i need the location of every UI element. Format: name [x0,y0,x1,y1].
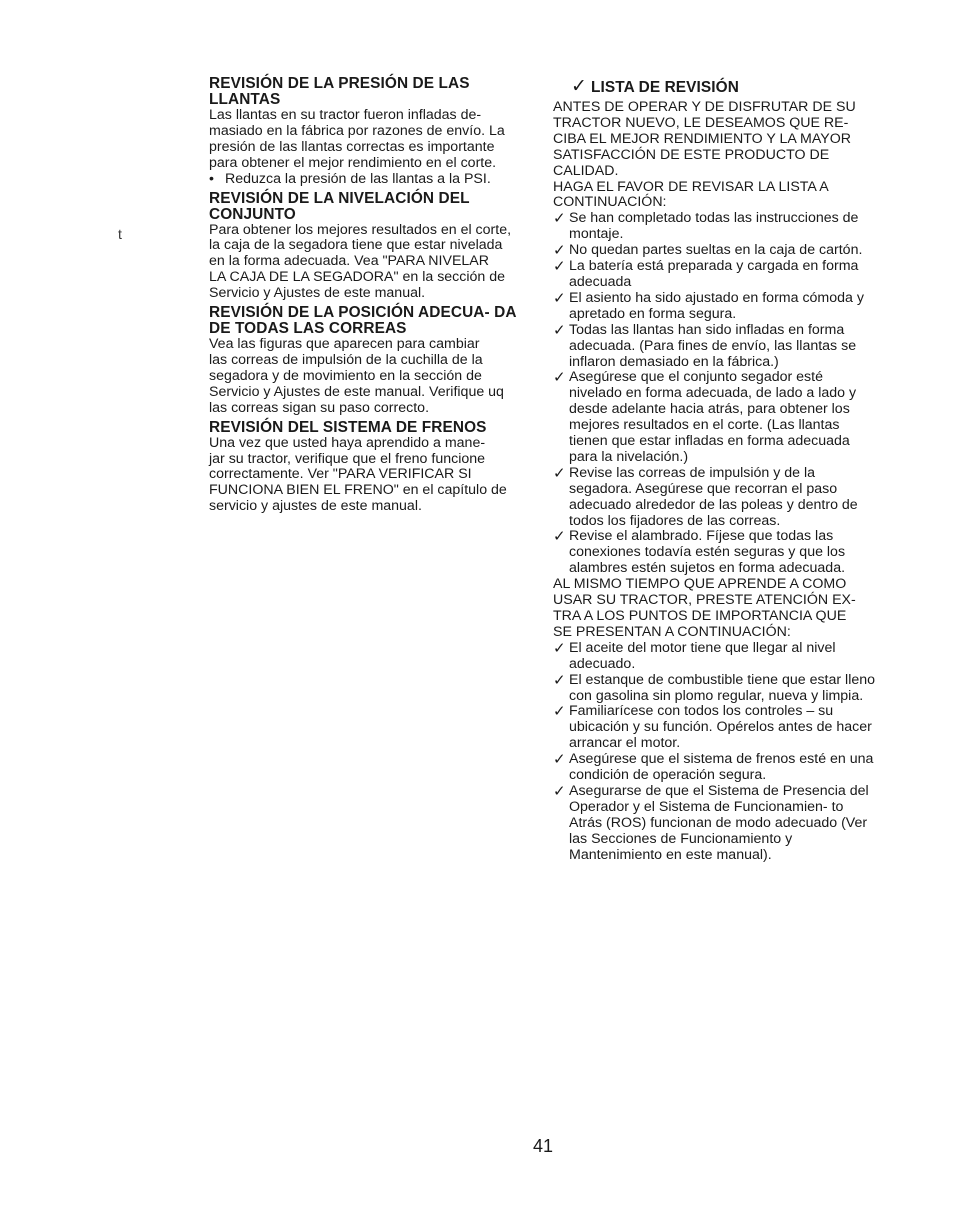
checklist-before-operating [553,211,877,577]
checklist-item-text: No quedan partes sueltas en la caja de cartón. [569,242,863,259]
checklist-item [553,641,877,673]
checklist-while-learning [553,641,877,864]
checkmark-icon: ✓ [571,76,587,97]
checklist-item-text: Todas las llantas han sido infladas en forma adecuada. (Para fines de envío, las llantas se inflaron demasiado en la fábrica.) [569,321,857,370]
intro-line: CALIDAD. [553,162,619,179]
checkmark-icon: ✓ [553,639,566,657]
body-line: Servicio y Ajustes de este manual. [209,285,426,302]
checkmark-icon: ✓ [553,210,566,228]
checklist-midtext [553,577,877,641]
checklist-item [553,784,877,864]
body-line: segadora y de movimiento en la sección de [209,367,482,384]
checkmark-icon: ✓ [553,321,566,339]
checkmark-icon: ✓ [553,528,566,546]
checklist-item-text: Asegurarse de que el Sistema de Presencia del Operador y el Sistema de Funcionamien- to Atrás (ROS) funcionan de modo adecuado (Ver las Secciones de Funcionamiento y Mantenimiento en este manual). [569,782,869,863]
checklist-intro [553,100,877,211]
section-heading: REVISIÓN DE LA PRESIÓN DE LAS LLANTAS [209,75,470,108]
checkmark-icon: ✓ [553,242,566,260]
checkmark-icon: ✓ [553,258,566,276]
checkmark-icon: ✓ [553,369,566,387]
checkmark-icon: ✓ [553,703,566,721]
checklist-item [553,752,877,784]
checklist-item-text: Asegúrese que el sistema de frenos esté en una condición de operación segura. [569,751,874,784]
body-line: Una vez que usted haya aprendido a mane- [209,434,486,451]
body-line: las correas de impulsión de la cuchilla de la [209,351,483,368]
body-line: la caja de la segadora tiene que estar nivelada [209,237,503,254]
checklist-item-text: Asegúrese que el conjunto segador esté nivelado en forma adecuada, de lado a lado y desde adelante hacia atrás, para obtener los mejores resultados en el corte. (Las llantas tienen que estar infladas en forma adecuada para la nivelación.) [569,369,857,465]
checkmark-icon: ✓ [553,464,566,482]
body-line: para obtener el mejor rendimiento en el corte. [209,154,497,171]
body-line: LA CAJA DE LA SEGADORA" en la sección de [209,269,506,286]
checklist-item [553,673,877,705]
section-tire-pressure [209,76,531,188]
checkmark-icon: ✓ [553,289,566,307]
left-column [209,76,531,515]
section-leveling [209,191,531,303]
mid-line: SE PRESENTAN A CONTINUACIÓN: [553,623,791,640]
checklist-item [553,291,877,323]
checklist-item-text: Se han completado todas las instrucciones de montaje. [569,210,859,243]
body-line: en la forma adecuada. Vea "PARA NIVELAR [209,253,490,270]
checklist-item-text: El asiento ha sido ajustado en forma cómoda y apretado en forma segura. [569,289,864,322]
checklist-item [553,211,877,243]
checklist-item [553,466,877,530]
right-column [553,78,877,864]
intro-line: TRACTOR NUEVO, LE DESEAMOS QUE RE- [553,114,849,131]
checklist-item [553,243,877,259]
stray-mark: t [118,226,122,242]
checklist-item-text: El estanque de combustible tiene que estar lleno con gasolina sin plomo regular, nueva y limpia. [569,671,876,704]
bullet-text: Reduzca la presión de las llantas a la PSI. [225,170,491,187]
checklist-item-text: Revise el alambrado. Fíjese que todas las conexiones todavía estén seguras y que los alambres estén sujetos en forma adecuada. [569,528,846,577]
checklist-item-text: Revise las correas de impulsión y de la segadora. Asegúrese que recorran el paso adecuado alrededor de las poleas y dentro de todos los fijadores de las correas. [569,464,858,529]
body-line: las correas sigan su paso correcto. [209,399,430,416]
body-line: correctamente. Ver "PARA VERIFICAR SI [209,466,472,483]
body-line: presión de las llantas correctas es importante [209,138,495,155]
checklist-item-text: La batería está preparada y cargada en forma adecuada [569,258,859,290]
checklist-item [553,704,877,752]
checklist-item-text: Familiarícese con todos los controles – su ubicación y su función. Opérelos antes de hacer arrancar el motor. [569,703,872,752]
intro-line: CONTINUACIÓN: [553,194,667,211]
checkmark-icon: ✓ [553,671,566,689]
checkmark-icon: ✓ [553,782,566,800]
mid-line: TRA A LOS PUNTOS DE IMPORTANCIA QUE [553,608,847,624]
intro-line: SATISFACCIÓN DE ESTE PRODUCTO DE [553,146,830,163]
section-heading: REVISIÓN DEL SISTEMA DE FRENOS [209,418,487,436]
bullet-dot-icon: • [209,170,214,187]
bullet-item [209,172,531,188]
checkmark-icon: ✓ [553,751,566,769]
checklist-item [553,323,877,371]
section-brakes [209,420,531,516]
checklist-title [571,78,877,96]
checklist-heading: LISTA DE REVISIÓN [591,79,739,96]
body-line: masiado en la fábrica por razones de envío. La [209,122,505,139]
checklist-item-text: El aceite del motor tiene que llegar al nivel adecuado. [569,639,836,672]
section-heading: REVISIÓN DE LA NIVELACIÓN DEL CONJUNTO [209,189,470,223]
mid-line: USAR SU TRACTOR, PRESTE ATENCIÓN EX- [553,592,856,609]
checklist-item [553,370,877,465]
section-heading: REVISIÓN DE LA POSICIÓN ADECUA- DA DE TODAS LAS CORREAS [209,304,516,338]
intro-line: CIBA EL MEJOR RENDIMIENTO Y LA MAYOR [553,130,852,147]
mid-line: AL MISMO TIEMPO QUE APRENDE A COMO [553,576,847,593]
intro-line: HAGA EL FAVOR DE REVISAR LA LISTA A [553,178,829,195]
page-number: 41 [533,1136,554,1156]
body-line: Para obtener los mejores resultados en el corte, [209,221,512,238]
intro-line: ANTES DE OPERAR Y DE DISFRUTAR DE SU [553,99,856,115]
body-line: jar su tractor, verifique que el freno funcione [209,450,486,467]
checklist-item [553,529,877,577]
body-line: Las llantas en su tractor fueron infladas de- [209,107,482,123]
body-line: Servicio y Ajustes de este manual. Verifique uq [209,383,504,400]
body-line: Vea las figuras que aparecen para cambiar [209,336,480,353]
body-line: servicio y ajustes de este manual. [209,498,422,515]
body-line: FUNCIONA BIEN EL FRENO" en el capítulo de [209,482,507,499]
section-belts [209,305,531,417]
checklist-item [553,259,877,291]
